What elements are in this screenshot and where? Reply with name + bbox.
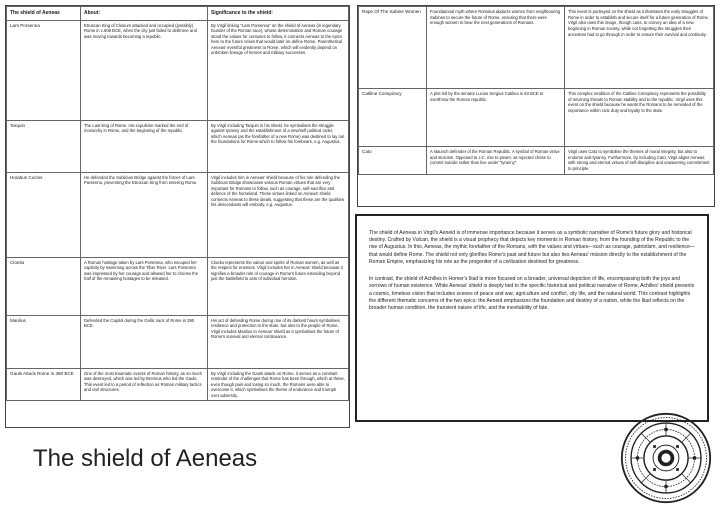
- page-title: The shield of Aeneas: [33, 445, 258, 472]
- header-significance: Significance to the shield:: [208, 7, 349, 21]
- row-name: Cloelia: [7, 257, 81, 315]
- row-name: Gauls Attack Rome in 390 BCE: [7, 368, 81, 401]
- row-about: A plot led by the senator Lucius Sergius Catilina in 63 BCE to overthrow the Roman republic.: [427, 89, 565, 147]
- row-significance: This complex rendition of the Catiline Conspiracy represents the possibility of returning threats to Roman stability and to the republic. Virgil uses this event on the shield because he wants the Romans to be reminded of the importance within civic duty and loyalty to the state.: [565, 89, 714, 147]
- table-row: [7, 257, 349, 315]
- essay-paragraph-1: The shield of Aeneas in Virgil's Aeneid is of immense importance because it serves as a symbolic narrative of Rome's future glory and historical destiny. Crafted by Vulcan, the shield is a visual prophecy that depicts key moments in Roman history, from the founding of the Republic to the rise of Augustus. In this, Aeneas, the mythic forefather of the Romans, with the values and virtues—such as courage, patriotism, and resilience—that would define Rome. The shield not only glorifies Rome's past and future but also ties Aeneas' mission directly to the establishment of the Roman Empire, emphasizing his role as the progenitor of a civilization destined for greatness.: [369, 230, 695, 265]
- row-significance: Virgil includes him in Aeneas' shield because of his role defending the Sublician Bridge showcases various Roman virtues that are very important for Romans to follow, such as courage, self-sacrifice and defence of the homeland. These virtues linked on Aeneas' shield connects Aeneas to these ideals, suggesting that these are the qualities his descendants will embody, e.g. Augustus.: [208, 172, 349, 257]
- row-about: Defended the Capitol during the Gallic sack of Rome in 390 BCE.: [81, 315, 208, 368]
- table-row: [7, 368, 349, 401]
- table-row: [7, 315, 349, 368]
- main-table-sheet: [5, 5, 350, 428]
- row-significance: By Virgil linking "Lars Porsenna" on the shield of Aeneas (in legendary founder of the Roman race), whose determination and Roman courage stood the values for centuries to follow, it connects Aeneas to the epics here to the future crises that would later on define Rome. Parenthetical Aeneas' eventful greatness to Rome, which will evidently depend on unbroken lineage of heroes and military successes.: [208, 20, 349, 120]
- side-table-sheet: [357, 5, 715, 207]
- row-about: Foundational myth where Romulus abducts women from neighbouring Sabines to secure the future of Rome, ensuring that there were enough women to bear the next generations of Romans.: [427, 7, 565, 89]
- row-name: Lars Porsenna: [7, 20, 81, 120]
- essay-paragraph-2: In contrast, the shield of Achilles in Homer's Iliad is more focused on a broader, universal depiction of life, encompassing both the joys and sorrows of human existence. While Aeneas' shield is deeply tied to the specific historical and political narrative of Rome, Achilles' shield presents a cosmic, timeless vision that includes scenes of peace and war, agriculture and conflict, city life, and the natural world. This contrast highlights the different thematic concerns of the two epics: the Aeneid emphasizes the foundation and destiny of a nation, while the Iliad reflects on the broader human condition, the transient nature of life, and the inevitability of fate.: [369, 276, 695, 311]
- row-about: Etruscan King of Clusium attacked and occupied (possibly) Rome in c.508 BCE, when the city just failed to dethrone and was moving towards becoming a republic.: [81, 20, 208, 120]
- row-about: He defended the Sublician Bridge against the forces of Lars Porsenna, preventing the Etruscan King from entering Rome.: [81, 172, 208, 257]
- table-row: [359, 147, 714, 175]
- side-table: [358, 6, 714, 175]
- row-name: Rape Of The Sabine Women: [359, 7, 427, 89]
- main-table-header: [7, 7, 349, 21]
- header-about: About:: [81, 7, 208, 21]
- row-name: Manlius: [7, 315, 81, 368]
- main-table: [6, 6, 349, 401]
- row-about: A Roman hostage taken by Lars Porsenna, who escaped her captivity by swimming across the Tiber River. Lars Porsenna was impressed by her courage and allowed her to choose the half of the remaining hostages to be released.: [81, 257, 208, 315]
- header-topic: The shield of Aeneas: [7, 7, 81, 21]
- table-row: [359, 89, 714, 147]
- row-significance: By Virgil including Tarquin in his shield, he symbolises the struggle against tyranny and the establishment of a new/self political order, which Aeneas (as the forefather of a new Rome) was destined to lay out the foundations for Rome which to follow his forebears, e.g. Augustus.: [208, 120, 349, 172]
- essay-box: [355, 214, 709, 422]
- table-row: [7, 20, 349, 120]
- row-name: Horatius Cocles: [7, 172, 81, 257]
- table-row: [7, 120, 349, 172]
- row-significance: By Virgil including the Gauls attack on Rome, it serves as a constant reminder of the challenges that Rome has been through, which at these, even though pain and losing so much, the Romans were able to overcome it, which symbolises the theme of endurance and triumph over adversity.: [208, 368, 349, 401]
- table-row: [359, 7, 714, 89]
- row-about: A staunch defender of the Roman Republic. A symbol of Roman virtue and stoicism. Opposed to J.C. rise to power, as rejected chose to commit suicide rather than live under "tyranny".: [427, 147, 565, 175]
- row-significance: His act of defending Rome during one of its darkest hours symbolises resilience and protection to the state, but also to the people of Rome. Virgil includes Manlius in Aeneas' shield as it symbolises the future of Rome's survival and eternal continuance.: [208, 315, 349, 368]
- row-significance: This event is portrayed on the shield as it illustrates the early struggles of Rome in order to establish and secure itself for a future generation of Rome. Virgil also uses this image, though cans, to convey an idea of a new beginning in Roman society, while not forgetting the struggles their ancestors had to go through in order to ensure their survival and continuity.: [565, 7, 714, 89]
- row-name: Catiline Conspiracy: [359, 89, 427, 147]
- row-name: Cato: [359, 147, 427, 175]
- row-about: The Last king of Rome. His expulsion marked the end of monarchy in Rome, and the beginning of the republic.: [81, 120, 208, 172]
- row-significance: Virgil uses Cato to symbolise the themes of moral integrity, but also to endorse anti-tyranny. Furthermore, by including Cato, Virgil aligns Aeneas with strong and eternal virtues of self-discipline and unwavering commitment to principle.: [565, 147, 714, 175]
- table-row: [7, 172, 349, 257]
- row-name: Tarquin: [7, 120, 81, 172]
- row-about: One of the most traumatic events of Roman history, as so much was destroyed, which was led by Brennus who led the Gauls. This event led to a period of reflection as Roman military tactics and civil structures.: [81, 368, 208, 401]
- shield-seal-icon: [620, 412, 712, 504]
- row-significance: Cloelia represents the valour and spirits of Roman women, as well as the respect for enemies. Virgil includes her in Aeneas' shield because it signifies a broader role of courage in Rome's future extending beyond just the battlefield to acts of individual heroism.: [208, 257, 349, 315]
